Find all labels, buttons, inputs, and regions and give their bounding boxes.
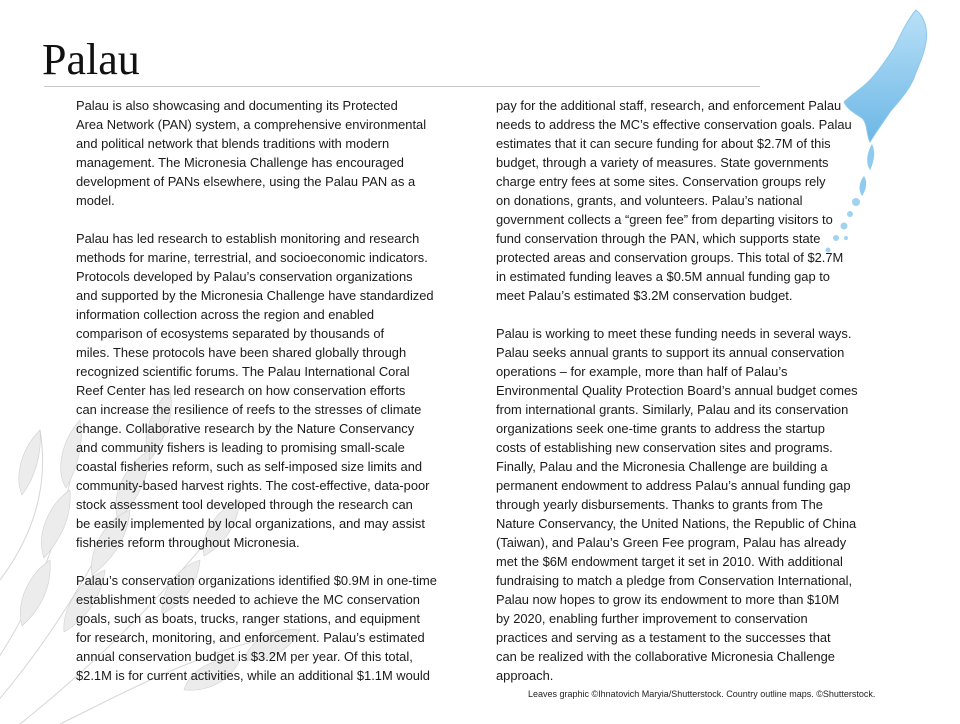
text-line: Reef Center has led research on how conservation efforts [76,383,406,398]
text-line: costs of establishing new conservation sites and programs. [496,440,833,455]
text-line: change. Collaborative research by the Nature Conservancy [76,421,415,436]
text-line: through yearly disbursements. Thanks to grants from The [496,497,823,512]
text-line: and political network that blends traditions with modern [76,136,390,151]
text-line: Palau now hopes to grow its endowment to more than $10M [496,592,840,607]
text-line: charge entry fees at some sites. Conservation groups rely [496,174,826,189]
text-line: community-based harvest rights. The cost-effective, data-poor [76,478,430,493]
text-line: annual conservation budget is $3.2M per year. Of this total, [76,649,413,664]
text-line: be easily implemented by local organizations, and may assist [76,516,425,531]
text-line: pay for the additional staff, research, and enforcement Palau [496,98,842,113]
text-line [76,210,481,229]
text-line: can increase the resilience of reefs to the stresses of climate [76,402,422,417]
text-line: (Taiwan), and Palau’s Green Fee program, Palau has already [496,535,847,550]
text-line: establishment costs needed to achieve the MC conservation [76,592,420,607]
text-line: stock assessment tool developed through the research can [76,497,413,512]
text-line: miles. These protocols have been shared globally through [76,345,407,360]
text-line: and supported by the Micronesia Challenge have standardized [76,288,434,303]
text-line: operations – for example, more than half of Palau’s [496,364,788,379]
text-line: Environmental Quality Protection Board’s annual budget comes [496,383,858,398]
text-line: protected areas and conservation groups. This total of $2.7M [496,250,844,265]
text-line: coastal fisheries reform, such as self-imposed size limits and [76,459,423,474]
text-line: Protocols developed by Palau’s conservation organizations [76,269,413,284]
text-line: development of PANs elsewhere, using the Palau PAN as a [76,174,416,189]
text-line: and community fishers is leading to promising small-scale [76,440,405,455]
text-line: Palau has led research to establish monitoring and research [76,231,420,246]
text-line: management. The Micronesia Challenge has encouraged [76,155,404,170]
text-line: Nature Conservancy, the United Nations, the Republic of China [496,516,857,531]
text-line [76,552,481,571]
text-line: Finally, Palau and the Micronesia Challenge are building a [496,459,828,474]
text-line: goals, such as boats, trucks, ranger stations, and equipment [76,611,420,626]
text-line: information collection across the region and enabled [76,307,375,322]
text-line: approach. [496,668,554,683]
text-line: Palau’s conservation organizations identified $0.9M in one-time [76,573,437,588]
text-line: $2.1M is for current activities, while an additional $1.1M would [76,668,430,683]
text-line: for research, monitoring, and enforcement. Palau’s estimated [76,630,425,645]
text-line: from international grants. Similarly, Palau and its conservation [496,402,849,417]
text-line: estimates that it can secure funding for about $2.7M of this [496,136,831,151]
text-line: permanent endowment to address Palau’s annual funding gap [496,478,851,493]
text-line: can be realized with the collaborative Micronesia Challenge [496,649,835,664]
right-column [496,96,900,685]
text-line: recognized scientific forums. The Palau International Coral [76,364,410,379]
text-line: Area Network (PAN) system, a comprehensive environmental [76,117,427,132]
text-line: comparison of ecosystems separated by thousands of [76,326,385,341]
text-line: by 2020, enabling further improvement to conservation [496,611,808,626]
text-line: Palau seeks annual grants to support its annual conservation [496,345,845,360]
text-line: fundraising to match a pledge from Conservation International, [496,573,853,588]
text-line: organizations seek one-time grants to address the startup [496,421,825,436]
image-credit: Leaves graphic ©Ihnatovich Maryia/Shutterstock. Country outline maps. ©Shutterstock. [528,689,876,699]
text-line: Palau is working to meet these funding needs in several ways. [496,326,852,341]
text-line: government collects a “green fee” from departing visitors to [496,212,833,227]
text-line: Palau is also showcasing and documenting its Protected [76,98,398,113]
text-line: meet Palau’s estimated $3.2M conservation budget. [496,288,793,303]
text-line: in estimated funding leaves a $0.5M annual funding gap to [496,269,830,284]
text-line: budget, through a variety of measures. State governments [496,155,829,170]
text-line: methods for marine, terrestrial, and socioeconomic indicators. [76,250,428,265]
page-title: Palau [42,35,140,84]
text-line: practices and serving as a testament to the successes that [496,630,831,645]
text-line: fund conservation through the PAN, which supports state [496,231,821,246]
text-line: on donations, grants, and volunteers. Palau’s national [496,193,803,208]
left-column [76,96,481,685]
text-line: model. [76,193,115,208]
text-line: fisheries reform throughout Micronesia. [76,535,300,550]
text-line [496,305,900,324]
text-line: needs to address the MC’s effective conservation goals. Palau [496,117,852,132]
title-divider [44,86,760,87]
text-line: met the $6M endowment target it set in 2010. With additional [496,554,843,569]
